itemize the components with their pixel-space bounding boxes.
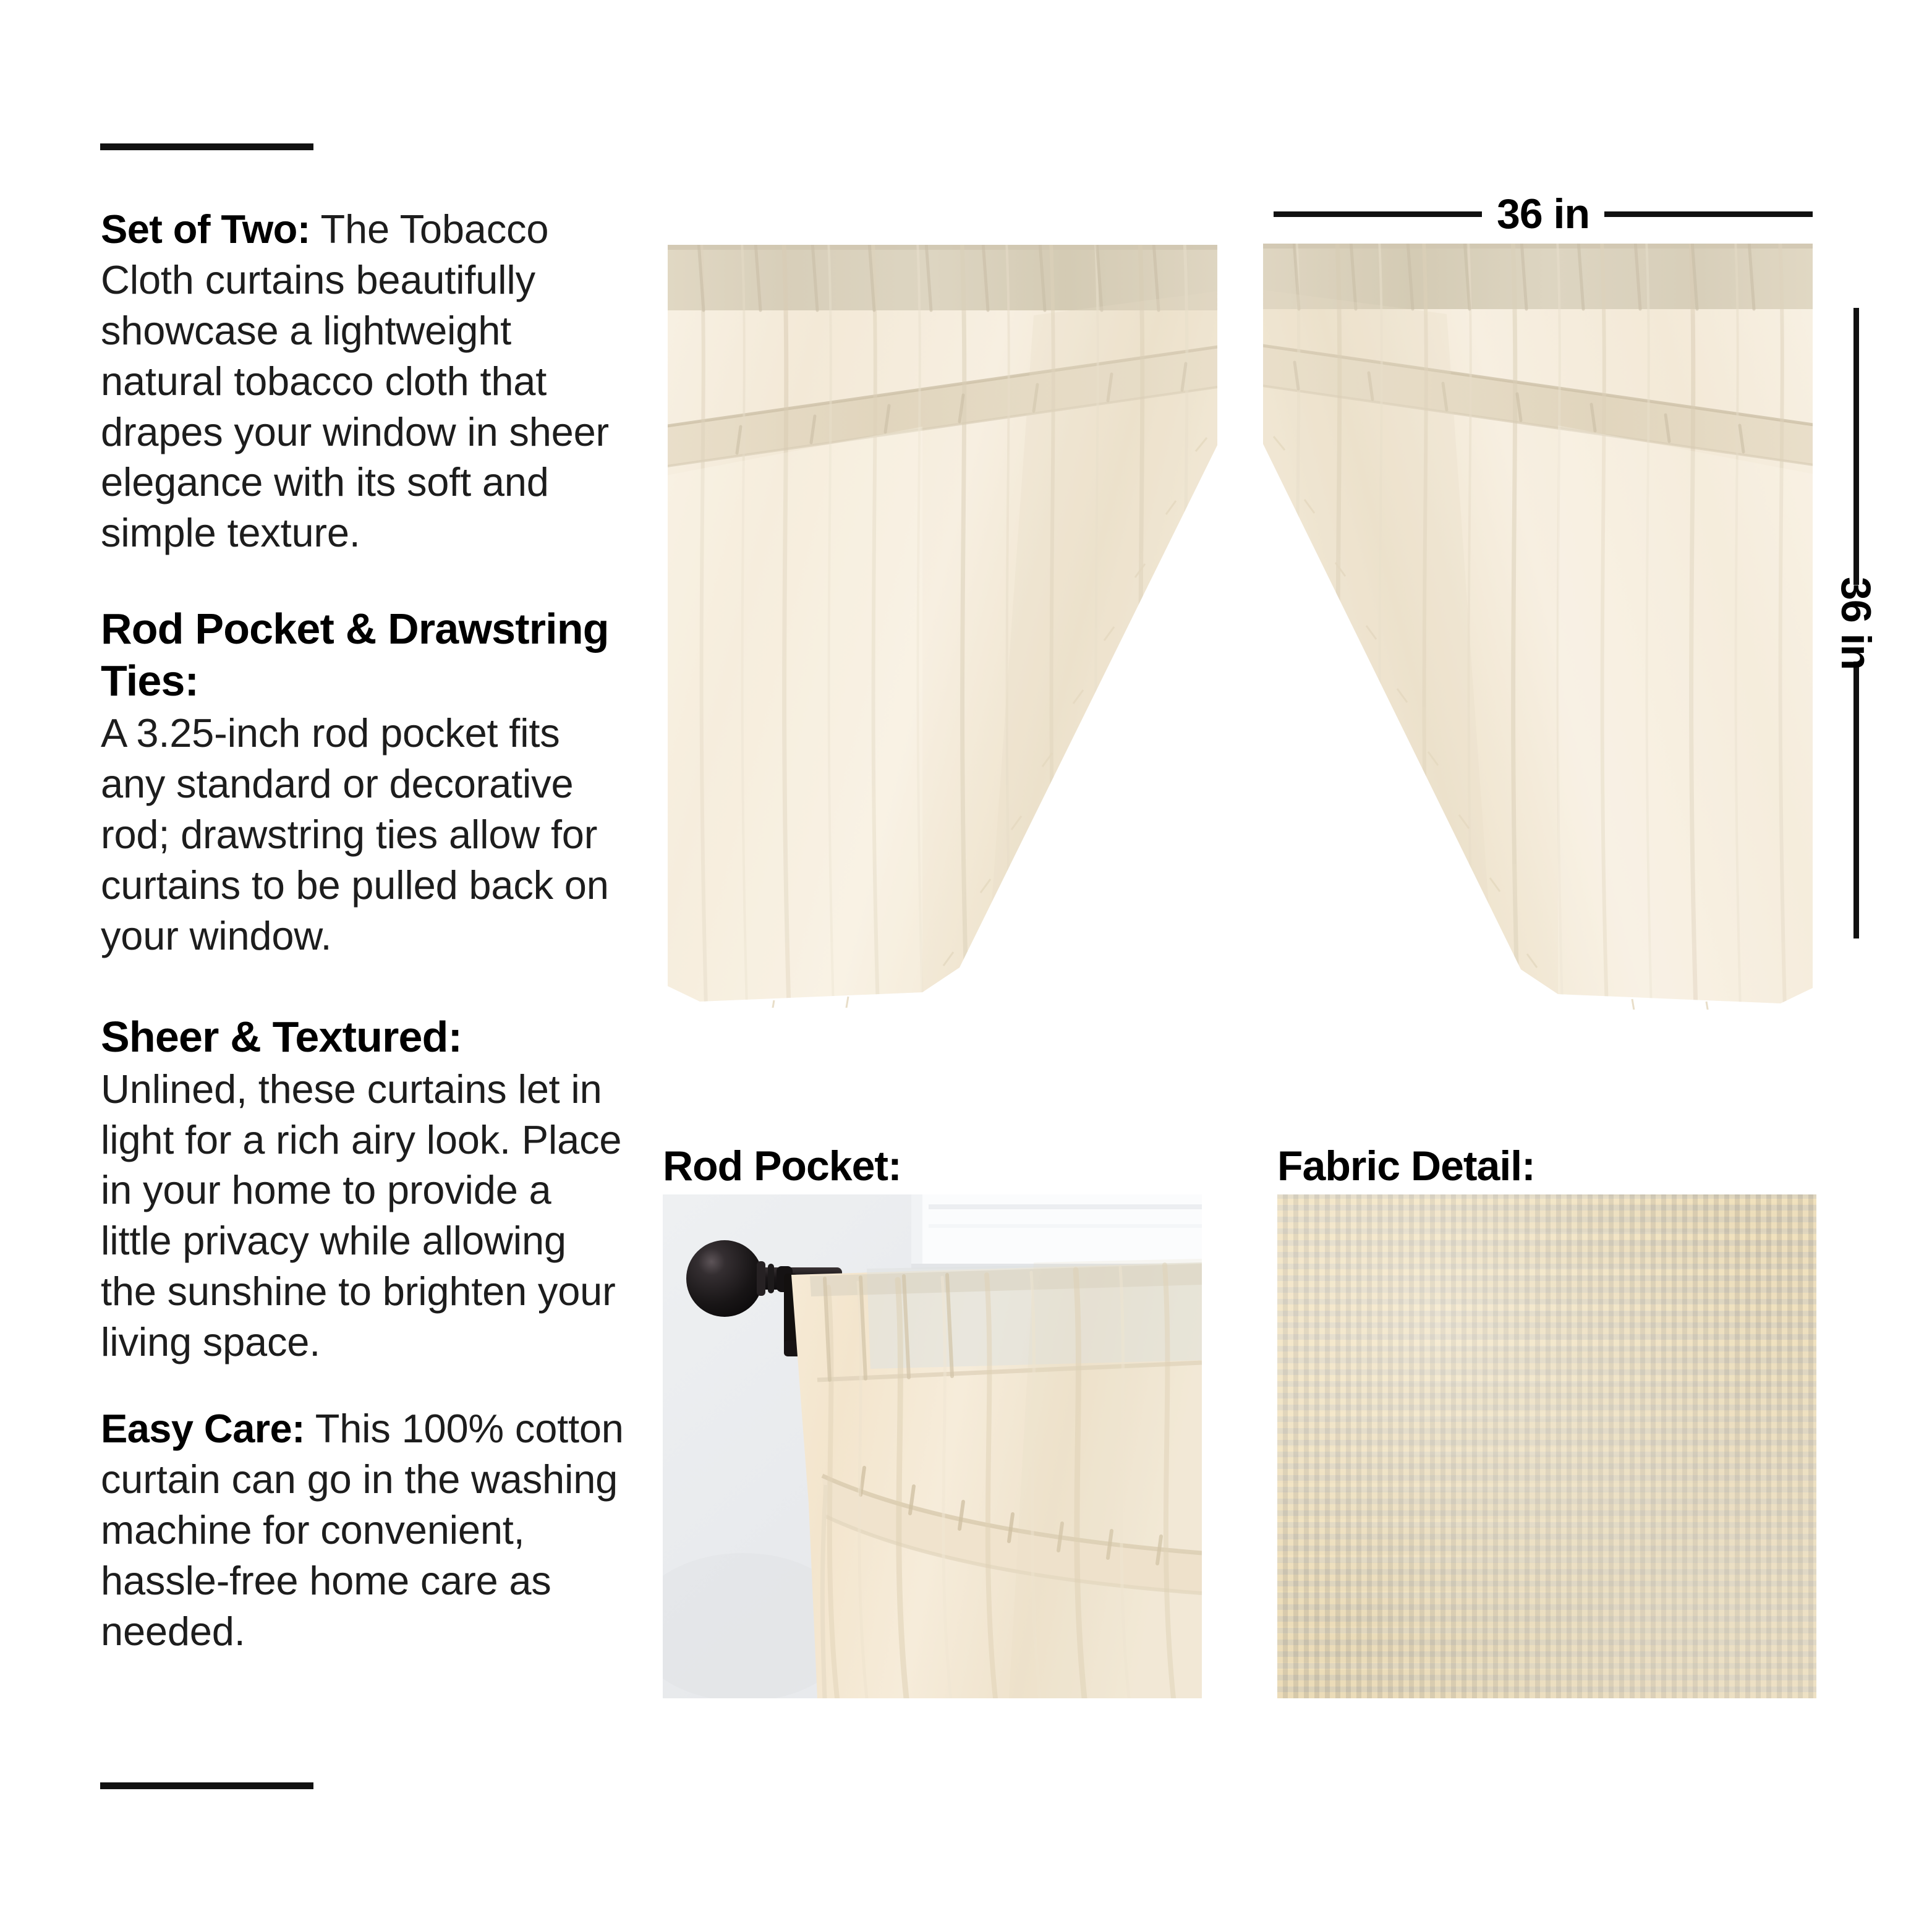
width-dimension-indicator	[1274, 192, 1813, 236]
feature-body: Unlined, these curtains let in light for a rich airy look. Place in your home to provide a little privacy while allowing the sunshine to brighten your living space.	[101, 1066, 622, 1365]
feature-heading: Easy Care:	[101, 1406, 305, 1452]
rod-pocket-photo-svg	[663, 1194, 1202, 1698]
rod-pocket-caption: Rod Pocket:	[663, 1143, 901, 1189]
dimension-line-left	[1274, 211, 1482, 217]
feature-heading: Set of Two:	[101, 206, 310, 252]
curtain-left-svg	[663, 241, 1222, 1008]
height-dimension-indicator	[1834, 308, 1878, 938]
rod-pocket-photo	[663, 1194, 1202, 1698]
feature-heading: Rod Pocket & Drawstring Ties:	[101, 605, 609, 705]
feature-heading: Sheer & Textured:	[101, 1012, 462, 1061]
fabric-detail-photo	[1277, 1194, 1816, 1698]
height-dimension-label: 36 in	[1832, 577, 1879, 670]
fabric-detail-caption: Fabric Detail:	[1277, 1143, 1535, 1189]
curtain-panel-right-image	[1258, 240, 1818, 1010]
dimension-line-right	[1604, 211, 1813, 217]
fabric-weave-texture	[1277, 1194, 1816, 1698]
curtain-right-svg	[1258, 240, 1818, 1010]
feature-body: This 100% cotton curtain can go in the washing machine for convenient, hassle-free home care as needed.	[101, 1406, 624, 1654]
width-dimension-label: 36 in	[1497, 190, 1589, 237]
dimension-line-top	[1853, 308, 1859, 585]
curtain-panel-left-image	[663, 241, 1222, 1008]
feature-body: A 3.25-inch rod pocket fits any standard or decorative rod; drawstring ties allow for curtains to be pulled back on your window.	[101, 710, 609, 958]
feature-body: The Tobacco Cloth curtains beautifully showcase a lightweight natural tobacco cloth that drapes your window in sheer elegance with its soft and simple texture.	[101, 206, 609, 556]
dimension-line-bottom	[1853, 662, 1859, 938]
